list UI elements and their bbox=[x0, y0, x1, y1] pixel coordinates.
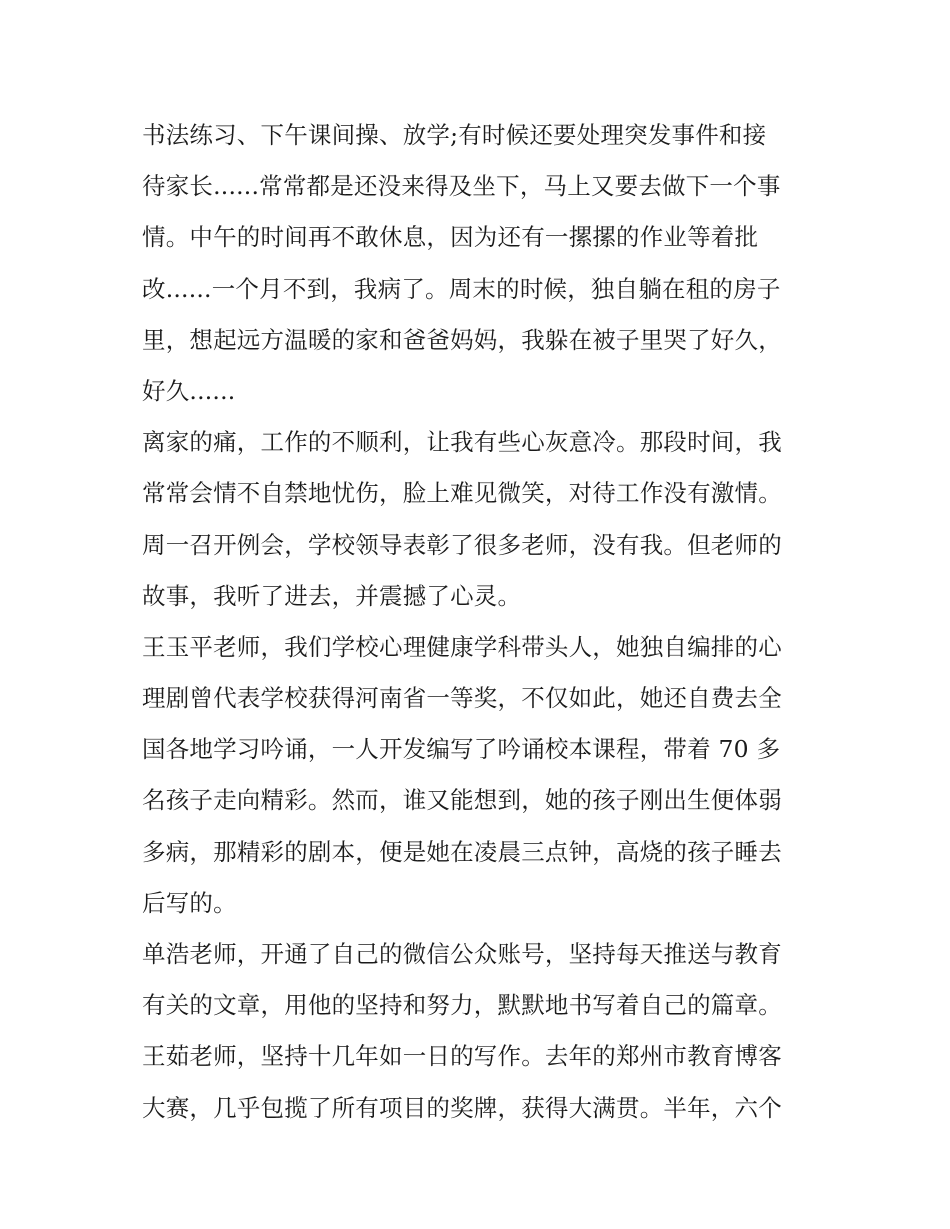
text-line: 有关的文章，用他的坚持和努力，默默地书写着自己的篇章。 bbox=[142, 991, 782, 1020]
text-line: 周一召开例会，学校领导表彰了很多老师，没有我。但老师的 bbox=[142, 530, 782, 559]
text-line: 情。中午的时间再不敢休息，因为还有一摞摞的作业等着批 bbox=[142, 223, 759, 252]
text-line: 离家的痛，工作的不顺利，让我有些心灰意冷。那段时间，我 bbox=[142, 428, 782, 457]
text-line: 书法练习、下午课间操、放学;有时候还要处理突发事件和接 bbox=[142, 121, 767, 149]
text-line: 常常会情不自禁地忧伤，脸上难见微笑，对待工作没有激情。 bbox=[142, 479, 782, 508]
text-line: 大赛，几乎包揽了所有项目的奖牌，获得大满贯。半年，六个 bbox=[142, 1093, 782, 1122]
body-text bbox=[142, 110, 822, 1134]
text-line: 好久...... bbox=[142, 376, 236, 405]
text-line: 名孩子走向精彩。然而，谁又能想到，她的孩子刚出生便体弱 bbox=[142, 786, 782, 815]
text-line: 改......一个月不到，我病了。周末的时候，独自躺在租的房子 bbox=[142, 274, 781, 303]
text-line: 待家长......常常都是还没来得及坐下，马上又要去做下一个事 bbox=[142, 172, 781, 201]
text-line: 理剧曾代表学校获得河南省一等奖，不仅如此，她还自费去全 bbox=[142, 684, 782, 713]
text-line: 里，想起远方温暖的家和爸爸妈妈，我躲在被子里哭了好久， bbox=[142, 325, 782, 354]
text-line: 单浩老师，开通了自己的微信公众账号，坚持每天推送与教育 bbox=[142, 940, 782, 968]
text-line: 后写的。 bbox=[142, 888, 237, 917]
text-line: 王玉平老师，我们学校心理健康学科带头人，她独自编排的心 bbox=[142, 632, 782, 661]
text-line: 故事，我听了进去，并震撼了心灵。 bbox=[142, 581, 522, 610]
text-line: 多病，那精彩的剧本，便是她在凌晨三点钟，高烧的孩子睡去 bbox=[142, 837, 782, 866]
text-line: 国各地学习吟诵，一人开发编写了吟诵校本课程，带着 70 多 bbox=[142, 735, 781, 764]
text-line: 王茹老师，坚持十几年如一日的写作。去年的郑州市教育博客 bbox=[142, 1042, 782, 1071]
